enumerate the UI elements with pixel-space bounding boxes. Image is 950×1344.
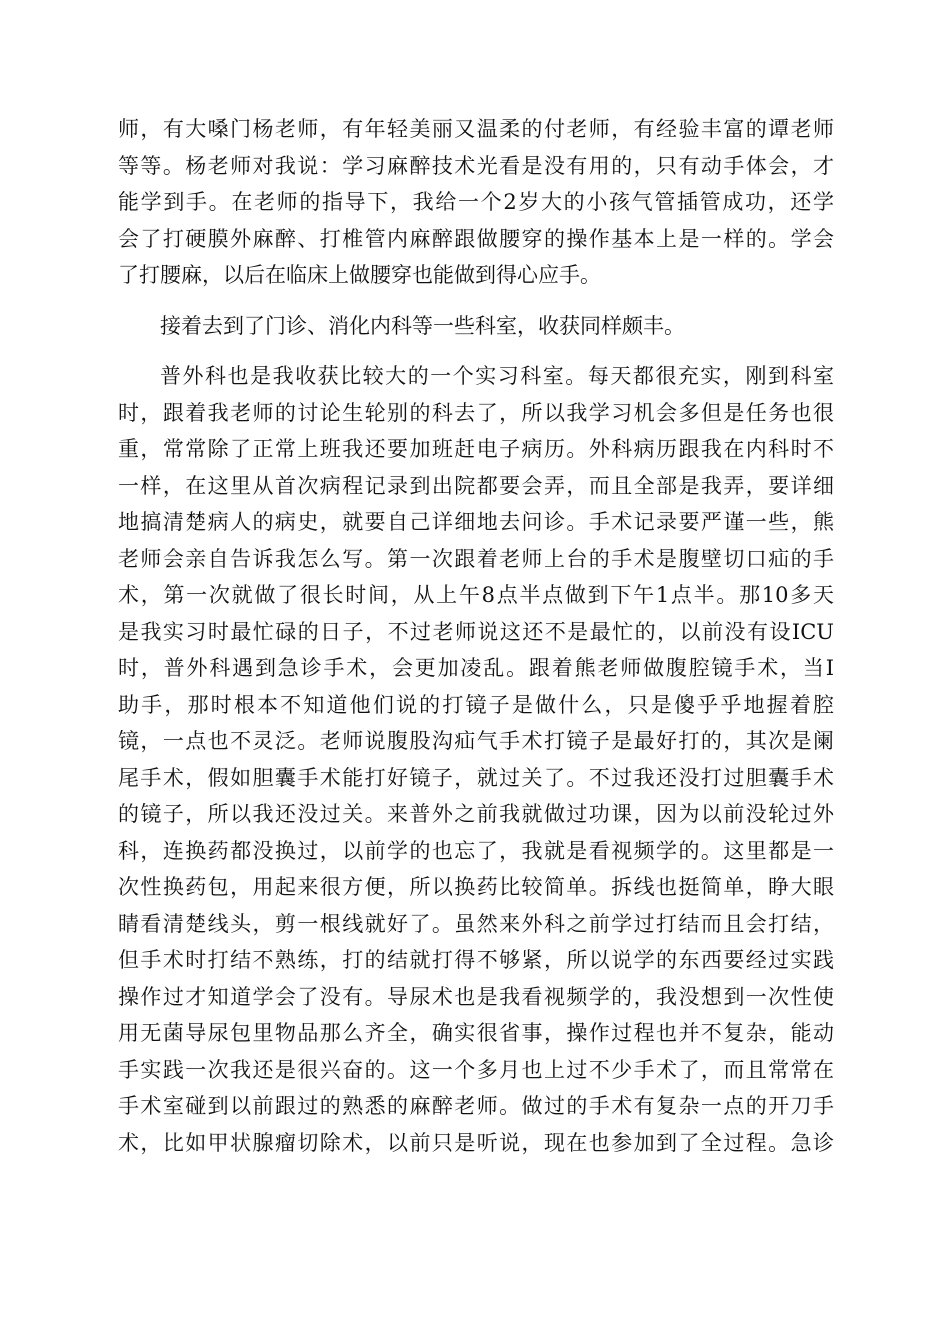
text-line: 次性换药包，用起来很方便，所以换药比较简单。拆线也挺简单，睁大眼 <box>118 875 834 899</box>
text-line: 睛看清楚线头，剪一根线就好了。虽然来外科之前学过打结而且会打结， <box>118 911 834 936</box>
text-line: 会了打硬膜外麻醉、打椎管内麻醉跟做腰穿的操作基本上是一样的。学会 <box>118 226 834 251</box>
text-line: 镜，一点也不灵泛。老师说腹股沟疝气手术打镜子是最好打的，其次是阑 <box>118 729 834 753</box>
text-line: 尾手术，假如胆囊手术能打好镜子，就过关了。不过我还没打过胆囊手术 <box>118 765 834 790</box>
text-line: 时，跟着我老师的讨论生轮别的科去了，所以我学习机会多但是任务也很 <box>118 400 834 425</box>
text-line: 手实践一次我还是很兴奋的。这一个多月也上过不少手术了，而且常常在 <box>118 1057 834 1082</box>
text-line: 接着去到了门诊、消化内科等一些科室，收获同样颇丰。 <box>160 313 685 338</box>
text-line: 助手，那时根本不知道他们说的打镜子是做什么，只是傻乎乎地握着腔 <box>118 692 834 717</box>
text-line: 重，常常除了正常上班我还要加班赶电子病历。外科病历跟我在内科时不 <box>118 437 834 461</box>
text-line: 能学到手。在老师的指导下，我给一个2岁大的小孩气管插管成功，还学 <box>118 190 834 214</box>
text-line: 用无菌导尿包里物品那么齐全，确实很省事，操作过程也并不复杂，能动 <box>118 1021 834 1045</box>
text-line: 科，连换药都没换过，以前学的也忘了，我就是看视频学的。这里都是一 <box>118 838 834 863</box>
text-line: 时，普外科遇到急诊手术，会更加凌乱。跟着熊老师做腹腔镜手术，当I <box>118 656 834 680</box>
text-line: 手术室碰到以前跟过的熟悉的麻醉老师。做过的手术有复杂一点的开刀手 <box>118 1094 834 1118</box>
text-line: 但手术时打结不熟练，打的结就打得不够紧，所以说学的东西要经过实践 <box>118 948 834 972</box>
text-line: 了打腰麻，以后在临床上做腰穿也能做到得心应手。 <box>118 263 601 287</box>
paragraph <box>118 358 834 1161</box>
text-line: 术，比如甲状腺瘤切除术，以前只是听说，现在也参加到了全过程。急诊 <box>118 1130 834 1155</box>
text-line: 师，有大嗓门杨老师，有年轻美丽又温柔的付老师，有经验丰富的谭老师 <box>118 117 834 141</box>
text-line: 术，第一次就做了很长时间，从上午8点半点做到下午1点半。那10多天 <box>118 583 834 607</box>
text-line: 普外科也是我收获比较大的一个实习科室。每天都很充实，刚到科室 <box>160 364 834 388</box>
text-line: 地搞清楚病人的病史，就要自己详细地去问诊。手术记录要严谨一些，熊 <box>118 510 834 534</box>
document-page <box>118 111 834 1175</box>
paragraph <box>118 111 834 294</box>
text-line: 是我实习时最忙碌的日子，不过老师说这还不是最忙的，以前没有设ICU <box>118 619 834 644</box>
text-line: 一样，在这里从首次病程记录到出院都要会弄，而且全部是我弄，要详细 <box>118 473 834 498</box>
text-line: 等等。杨老师对我说：学习麻醉技术光看是没有用的，只有动手体会，才 <box>118 153 834 178</box>
text-line: 老师会亲自告诉我怎么写。第一次跟着老师上台的手术是腹壁切口疝的手 <box>118 546 834 571</box>
text-line: 的镜子，所以我还没过关。来普外之前我就做过功课，因为以前没轮过外 <box>118 802 834 826</box>
text-line: 操作过才知道学会了没有。导尿术也是我看视频学的，我没想到一次性使 <box>118 984 834 1009</box>
paragraph <box>118 308 834 345</box>
